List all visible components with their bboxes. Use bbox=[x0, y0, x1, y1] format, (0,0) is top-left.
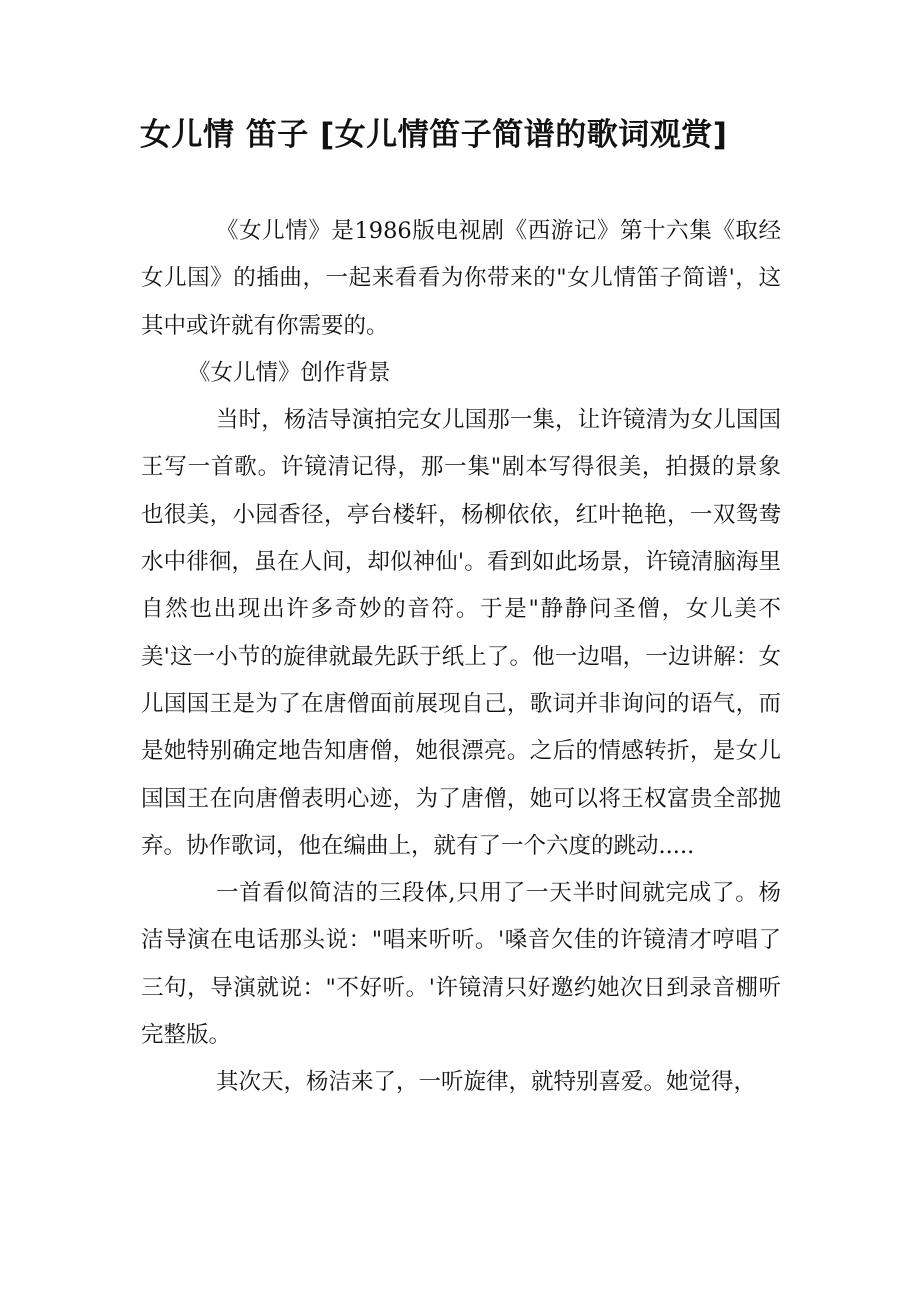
document-title: 女儿情 笛子 [女儿情笛子简谱的歌词观赏] bbox=[140, 117, 728, 153]
paragraph-composition: 一首看似简洁的三段体,只用了一天半时间就完成了。杨洁导演在电话那头说："唱来听听。'嗓音欠佳的许镜清才哼唱了三句，导演就说："不好听。'许镜清只好邀约她次日到录音棚听完整版。 bbox=[141, 880, 781, 1049]
paragraph-intro: 《女儿情》是1986版电视剧《西游记》第十六集《取经女儿国》的插曲，一起来看看为你带来的"女儿情笛子简谱'，这其中或许就有你需要的。 bbox=[141, 218, 781, 339]
document-body bbox=[141, 208, 781, 1107]
paragraph-background: 当时，杨洁导演拍完女儿国那一集，让许镜清为女儿国国王写一首歌。许镜清记得，那一集"剧本写得很美，拍摄的景象也很美，小园香径，亭台楼轩，杨柳依依，红叶艳艳，一双鸳鸯水中徘徊，虽在人间，却似神仙'。看到如此场景，许镜清脑海里自然也出现出许多奇妙的音符。于是"静静问圣僧，女儿美不美'这一小节的旋律就最先跃于纸上了。他一边唱，一边讲解：女儿国国王是为了在唐僧面前展现自己，歌词并非询问的语气，而是她特别确定地告知唐僧，她很漂亮。之后的情感转折，是女儿国国王在向唐僧表明心迹，为了唐僧，她可以将王权富贵全部抛弃。协作歌词，他在编曲上，就有了一个六度的跳动..... bbox=[141, 407, 781, 859]
section-heading-background: 《女儿情》创作背景 bbox=[188, 359, 391, 386]
paragraph-next-day: 其次天，杨洁来了，一听旋律，就特别喜爱。她觉得， bbox=[216, 1069, 757, 1096]
